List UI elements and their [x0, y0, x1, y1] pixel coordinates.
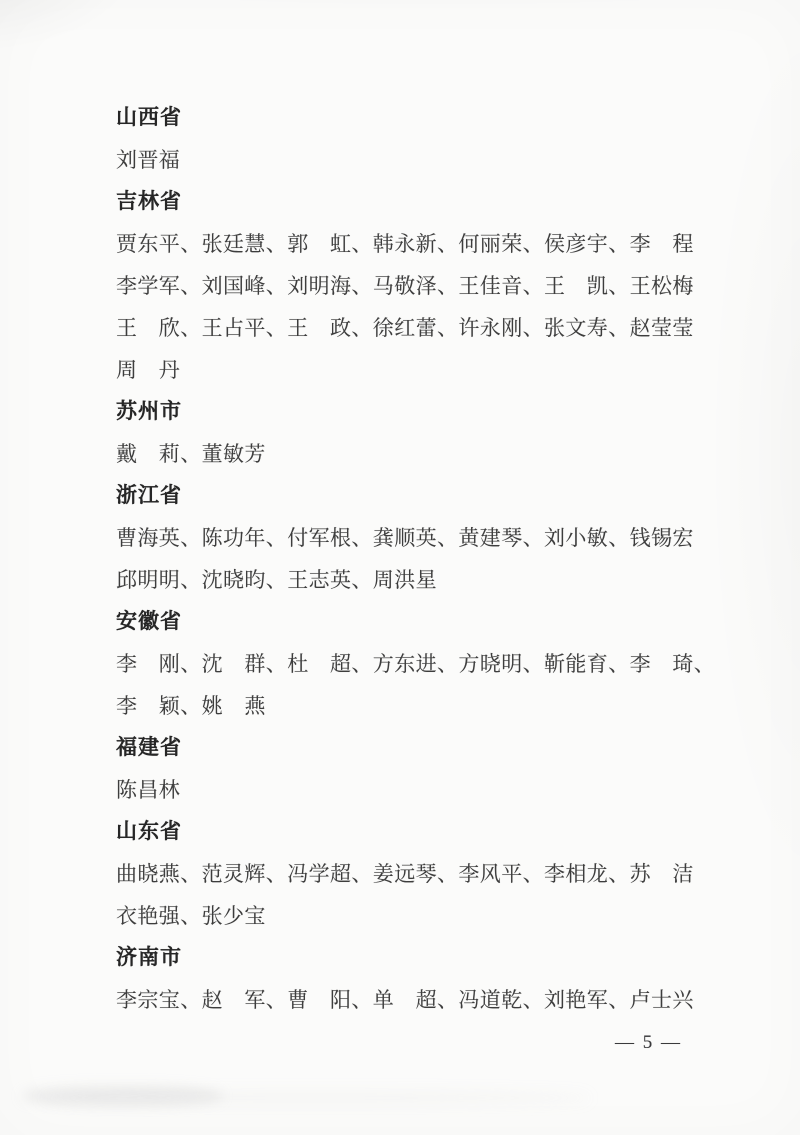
section-heading-shandong: 山东省 — [116, 820, 182, 843]
document-content — [116, 97, 716, 1021]
names-line: 陈昌林 — [116, 778, 181, 802]
names-line: 李学军、刘国峰、刘明海、马敬泽、王佳音、王 凯、王松梅 — [116, 274, 694, 298]
names-line: 李宗宝、赵 军、曹 阳、单 超、冯道乾、刘艳军、卢士兴 — [116, 988, 694, 1012]
names-line: 周 丹 — [116, 358, 181, 382]
scan-artifact — [40, 1092, 590, 1104]
section-heading-anhui: 安徽省 — [116, 610, 182, 633]
section-heading-jinan: 济南市 — [116, 946, 182, 969]
section-heading-fujian: 福建省 — [116, 736, 182, 759]
names-line: 王 欣、王占平、王 政、徐红蕾、许永刚、张文寿、赵莹莹 — [116, 316, 694, 340]
section-heading-jilin: 吉林省 — [116, 190, 182, 213]
page-number: — 5 — — [615, 1032, 682, 1053]
section-heading-suzhou: 苏州市 — [116, 400, 182, 423]
section-heading-shanxi: 山西省 — [116, 106, 182, 129]
names-line: 李 颖、姚 燕 — [116, 694, 266, 718]
names-line: 李 刚、沈 群、杜 超、方东进、方晓明、靳能育、李 琦、 — [116, 652, 716, 676]
names-line: 邱明明、沈晓昀、王志英、周洪星 — [116, 568, 437, 592]
names-line: 刘晋福 — [116, 148, 181, 172]
names-line: 戴 莉、董敏芳 — [116, 442, 266, 466]
section-heading-zhejiang: 浙江省 — [116, 484, 182, 507]
names-line: 衣艳强、张少宝 — [116, 904, 266, 928]
names-line: 贾东平、张廷慧、郭 虹、韩永新、何丽荣、侯彦宇、李 程 — [116, 232, 694, 256]
names-line: 曹海英、陈功年、付军根、龚顺英、黄建琴、刘小敏、钱锡宏 — [116, 526, 694, 550]
names-line: 曲晓燕、范灵辉、冯学超、姜远琴、李风平、李相龙、苏 洁 — [116, 862, 694, 886]
